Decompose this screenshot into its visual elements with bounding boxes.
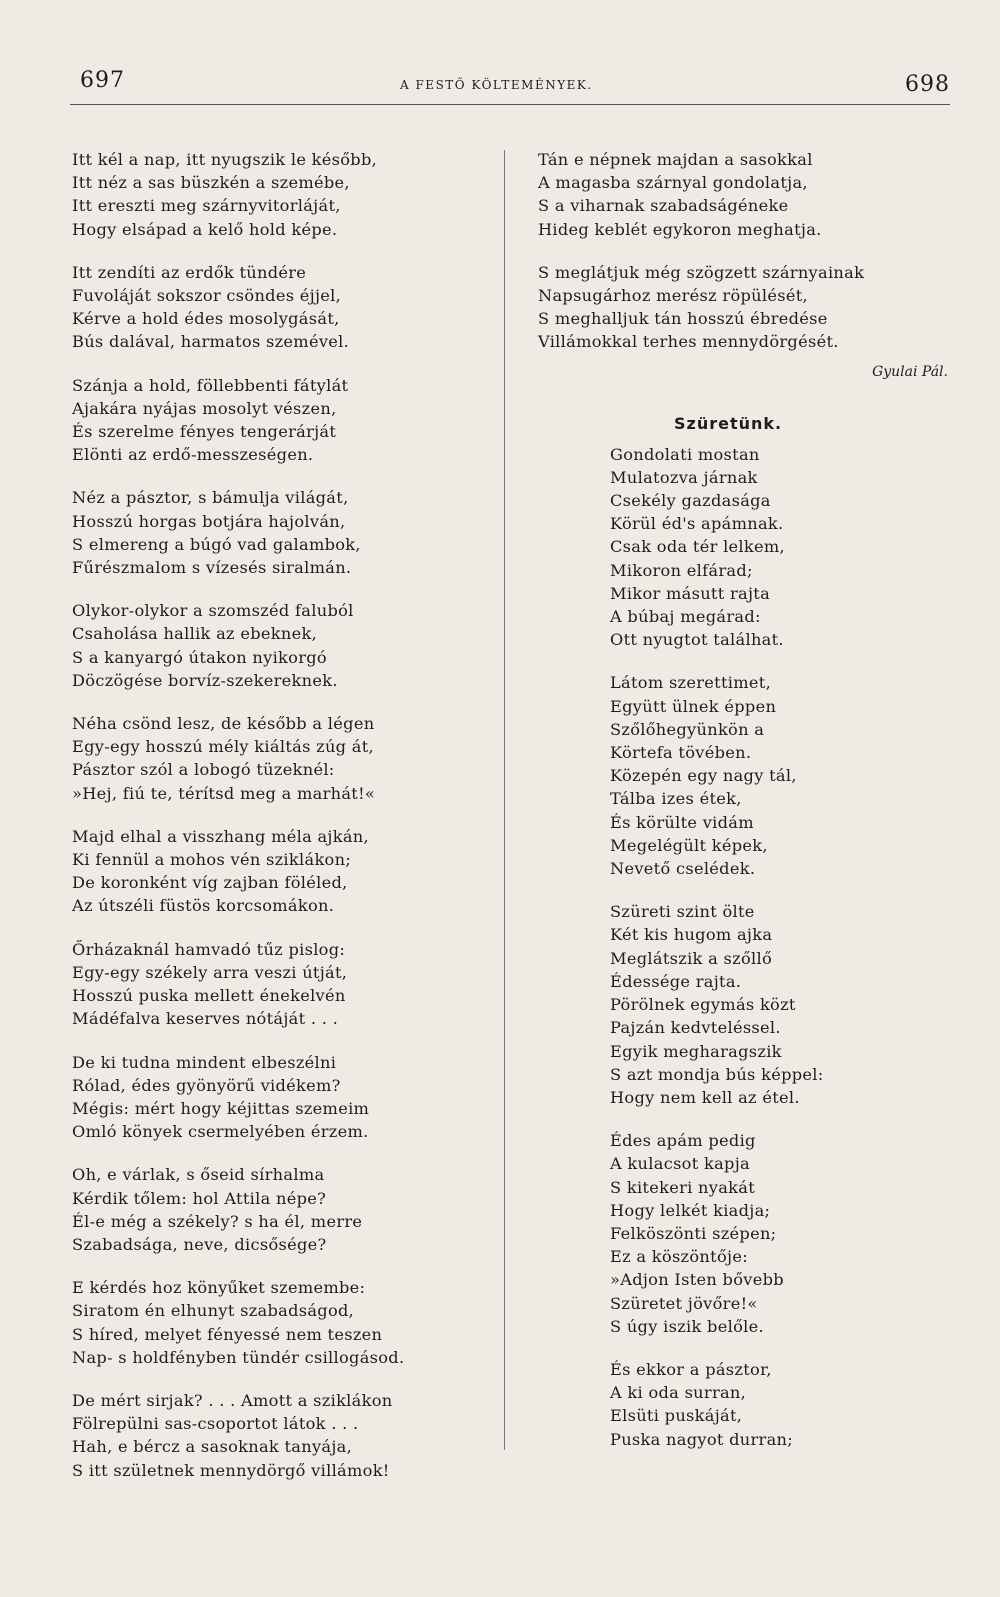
verse-line: Hah, e bércz a sasoknak tanyája, xyxy=(72,1437,353,1457)
verse-line: Oh, e várlak, s őseid sírhalma xyxy=(72,1165,325,1185)
verse-line: Mégis: mért hogy kéjittas szemeim xyxy=(72,1098,370,1118)
verse-line: S meglátjuk még szögzett szárnyainak xyxy=(538,262,865,282)
verse-line: Puska nagyot durran; xyxy=(610,1429,794,1449)
verse-line: Nevető cselédek. xyxy=(610,859,756,879)
verse-line: De mért sirjak? . . . Amott a sziklákon xyxy=(72,1390,393,1410)
verse-line: Kérdik tőlem: hol Attila népe? xyxy=(72,1188,327,1208)
verse-line: Szüretet jövőre!« xyxy=(610,1293,758,1313)
poem-title: Szüretünk. xyxy=(674,413,783,433)
stanza xyxy=(72,261,482,354)
verse-line: Tálba izes étek, xyxy=(610,789,742,809)
verse-line: Közepén egy nagy tál, xyxy=(610,766,797,786)
verse-line: Körül éd's apámnak. xyxy=(610,514,784,534)
verse-line: És ekkor a pásztor, xyxy=(610,1359,772,1379)
verse-line: Egy-egy székely arra veszi útját, xyxy=(72,962,348,982)
verse-line: Egyik megharagszik xyxy=(610,1041,782,1061)
stanza xyxy=(72,374,482,467)
header-rule xyxy=(70,104,950,105)
verse-line: Él-e még a székely? s ha él, merre xyxy=(72,1211,363,1231)
verse-line: Pörölnek egymás közt xyxy=(610,995,796,1015)
verse-line: Siratom én elhunyt szabadságod, xyxy=(72,1301,355,1321)
verse-line: Néz a pásztor, s bámulja világát, xyxy=(72,488,349,508)
stanza xyxy=(72,1389,482,1482)
verse-line: Meglátszik a szőllő xyxy=(610,948,772,968)
verse-line: Édessége rajta. xyxy=(610,971,742,991)
stanza xyxy=(72,1051,482,1144)
verse-line: Nap- s holdfényben tündér csillogásod. xyxy=(72,1347,405,1367)
stanza xyxy=(538,261,958,354)
stanza xyxy=(610,1358,958,1451)
verse-line: Hogy nem kell az étel. xyxy=(610,1087,800,1107)
stanza xyxy=(610,443,958,652)
verse-line: De ki tudna mindent elbeszélni xyxy=(72,1052,337,1072)
verse-line: Fűrészmalom s vízesés siralmán. xyxy=(72,558,352,578)
stanza xyxy=(610,900,958,1109)
verse-line: S úgy iszik belőle. xyxy=(610,1316,764,1336)
verse-line: E kérdés hoz könyűket szemembe: xyxy=(72,1278,366,1298)
stanza xyxy=(72,938,482,1031)
stanza xyxy=(72,1163,482,1256)
verse-line: Gondolati mostan xyxy=(610,444,760,464)
verse-line: Bús dalával, harmatos szemével. xyxy=(72,332,350,352)
verse-line: Néha csönd lesz, de később a légen xyxy=(72,714,375,734)
verse-line: Hideg keblét egykoron meghatja. xyxy=(538,219,822,239)
verse-line: Majd elhal a visszhang méla ajkán, xyxy=(72,826,369,846)
verse-line: Mikor másutt rajta xyxy=(610,583,771,603)
stanza xyxy=(72,486,482,579)
column-divider xyxy=(504,150,505,1450)
verse-line: S híred, melyet fényessé nem teszen xyxy=(72,1324,383,1344)
verse-line: Két kis hugom ajka xyxy=(610,925,773,945)
verse-line: Egy-egy hosszú mély kiáltás zúg át, xyxy=(72,737,374,757)
verse-line: És szerelme fényes tengerárját xyxy=(72,422,337,442)
verse-line: Fuvoláját sokszor csöndes éjjel, xyxy=(72,286,342,306)
verse-line: »Hej, fiú te, térítsd meg a marhát!« xyxy=(72,783,376,803)
verse-line: Elönti az erdő-messzeségen. xyxy=(72,445,314,465)
verse-line: Pásztor szól a lobogó tüzeknél: xyxy=(72,760,335,780)
verse-line: Hogy elsápad a kelő hold képe. xyxy=(72,219,338,239)
verse-line: Fölrepülni sas-csoportot látok . . . xyxy=(72,1414,359,1434)
left-column xyxy=(72,148,482,1502)
stanza xyxy=(610,1129,958,1338)
verse-line: Ott nyugtot találhat. xyxy=(610,630,784,650)
verse-line: S a kanyargó útakon nyikorgó xyxy=(72,647,327,667)
verse-line: Elsüti puskáját, xyxy=(610,1406,743,1426)
verse-line: Látom szerettimet, xyxy=(610,673,772,693)
verse-line: Villámokkal terhes mennydörgését. xyxy=(538,332,839,352)
stanza xyxy=(72,1276,482,1369)
verse-line: Mikoron elfárad; xyxy=(610,560,753,580)
verse-line: S meghalljuk tán hosszú ébredése xyxy=(538,309,828,329)
verse-line: S elmereng a búgó vad galambok, xyxy=(72,534,361,554)
verse-line: Itt néz a sas büszkén a szemébe, xyxy=(72,173,350,193)
verse-line: A kulacsot kapja xyxy=(610,1154,750,1174)
verse-line: Körtefa tövében. xyxy=(610,743,752,763)
verse-line: Édes apám pedig xyxy=(610,1131,756,1151)
verse-line: Hogy lelkét kiadja; xyxy=(610,1200,771,1220)
verse-line: Az útszéli füstös korcsomákon. xyxy=(72,896,335,916)
verse-line: Mulatozva járnak xyxy=(610,467,758,487)
verse-line: Mádéfalva keserves nótáját . . . xyxy=(72,1009,339,1029)
page-number-left: 697 xyxy=(80,68,125,93)
verse-line: Együtt ülnek éppen xyxy=(610,696,777,716)
verse-line: S azt mondja bús képpel: xyxy=(610,1064,824,1084)
stanza xyxy=(72,599,482,692)
verse-line: Itt kél a nap, itt nyugszik le később, xyxy=(72,150,378,169)
verse-line: De koronként víg zajban föléled, xyxy=(72,873,348,893)
verse-line: Olykor-olykor a szomszéd faluból xyxy=(72,601,354,621)
poem-ending xyxy=(538,148,958,354)
poem-szuretunk xyxy=(538,443,958,1451)
verse-line: És körülte vidám xyxy=(610,812,754,832)
verse-line: Itt zendíti az erdők tündére xyxy=(72,262,307,282)
verse-line: Omló könyek csermelyében érzem. xyxy=(72,1122,369,1142)
stanza xyxy=(72,825,482,918)
verse-line: Döczögése borvíz-szekereknek. xyxy=(72,670,338,690)
verse-line: Ez a köszöntője: xyxy=(610,1247,748,1267)
verse-line: Itt ereszti meg szárnyvitorláját, xyxy=(72,196,341,216)
verse-line: Napsugárhoz merész röpülését, xyxy=(538,286,808,306)
verse-line: Őrházaknál hamvadó tűz pislog: xyxy=(72,939,346,959)
verse-line: Hosszú puska mellett énekelvén xyxy=(72,986,346,1006)
verse-line: Csak oda tér lelkem, xyxy=(610,537,785,557)
stanza xyxy=(72,712,482,805)
verse-line: Szüreti szint ölte xyxy=(610,902,755,922)
running-head: A FESTŐ KÖLTEMÉNYEK. xyxy=(400,78,593,92)
verse-line: A ki oda surran, xyxy=(610,1383,747,1403)
verse-line: Csekély gazdasága xyxy=(610,491,771,511)
verse-line: Ki fennül a mohos vén sziklákon; xyxy=(72,850,352,870)
verse-line: Ajakára nyájas mosolyt vészen, xyxy=(72,398,337,418)
verse-line: Szánja a hold, föllebbenti fátylát xyxy=(72,375,349,395)
verse-line: »Adjon Isten bővebb xyxy=(610,1270,784,1290)
verse-line: Hosszú horgas botjára hajolván, xyxy=(72,511,346,531)
right-column xyxy=(538,148,958,1471)
verse-line: Kérve a hold édes mosolygását, xyxy=(72,309,340,329)
verse-line: Rólad, édes gyönyörű vidékem? xyxy=(72,1075,341,1095)
verse-line: Csaholása hallik az ebeknek, xyxy=(72,624,318,644)
verse-line: Tán e népnek majdan a sasokkal xyxy=(538,150,813,169)
verse-line: S kitekeri nyakát xyxy=(610,1177,756,1197)
page-number-right: 698 xyxy=(905,72,950,97)
page-header xyxy=(70,68,950,102)
verse-line: Felköszönti szépen; xyxy=(610,1223,777,1243)
author-signature: Gyulai Pál. xyxy=(872,363,948,380)
verse-line: A magasba szárnyal gondolatja, xyxy=(538,173,808,193)
stanza xyxy=(610,671,958,880)
stanza xyxy=(72,148,482,241)
verse-line: A búbaj megárad: xyxy=(610,607,761,627)
verse-line: S a viharnak szabadságéneke xyxy=(538,196,789,216)
verse-line: S itt születnek mennydörgő villámok! xyxy=(72,1460,390,1480)
verse-line: Megelégült képek, xyxy=(610,835,768,855)
verse-line: Pajzán kedvteléssel. xyxy=(610,1018,781,1038)
verse-line: Szabadsága, neve, dicsősége? xyxy=(72,1234,327,1254)
stanza xyxy=(538,148,958,241)
verse-line: Szőlőhegyünkön a xyxy=(610,719,765,739)
